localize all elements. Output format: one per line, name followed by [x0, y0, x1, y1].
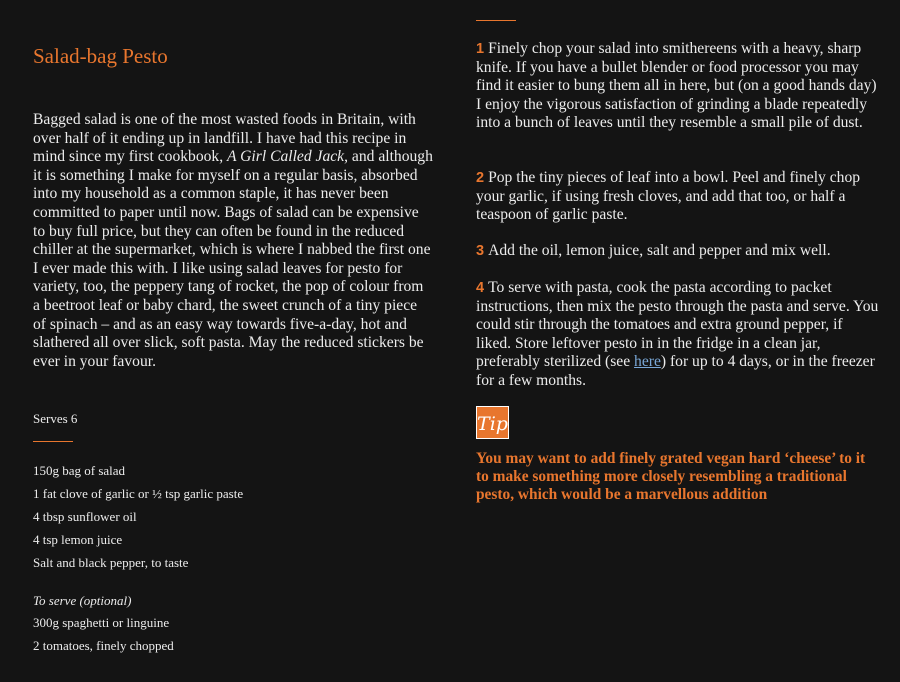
ingredient-item: Salt and black pepper, to taste [33, 555, 189, 570]
recipe-intro [33, 111, 433, 371]
step-number: 4 [476, 280, 485, 296]
ingredient-item: 4 tbsp sunflower oil [33, 509, 137, 524]
step-number: 2 [476, 170, 485, 186]
intro-text-end: , and although it is something I make for myself on a regular basis, absorbed into my household as a common staple, it has never been committed to paper until now. Bags of salad can be expensive to buy full price, but they can often be found in the reduced chiller at the supermarket, which is where I nabbed the first one I ever made this with. I like using salad leaves for pesto for variety, too, the peppery tang of rocket, the pop of colour from a beetroot leaf or baby chard, the sweet crunch of a tiny piece of spinach – and as an easy way towards five-a-day, hot and slathered all over slick, soft pasta. May the reduced stickers be ever in your favour. [33, 148, 433, 370]
step-number: 3 [476, 243, 485, 259]
serve-list [33, 615, 174, 661]
ingredient-item: 4 tsp lemon juice [33, 532, 123, 547]
tip-icon [476, 406, 509, 439]
serve-heading: To serve (optional) [33, 593, 132, 608]
intro-text-start: Bagged salad is one of the most wasted foods in Britain, with over half of it ending up in landfill. I have had this recipe in mind since my first cookbook, [33, 111, 416, 166]
method-divider [476, 20, 516, 21]
step-text-end: ) for up to 4 days, or in the freezer for a few months. [476, 353, 875, 389]
ingredient-list [33, 463, 243, 578]
here-link[interactable]: here [634, 353, 661, 371]
step-number: 1 [476, 41, 485, 57]
method-step-4 [476, 279, 881, 391]
step-text: To serve with pasta, cook the pasta according to packet instructions, then mix the pesto through the pasta and serve. You could stir through the tomatoes and extra ground pepper, if liked. Store leftover pesto in in the fridge in a clean jar, preferably sterilized (see [476, 279, 879, 371]
method-step-1 [476, 40, 881, 133]
serves-divider [33, 441, 73, 442]
step-text: Finely chop your salad into smithereens with a heavy, sharp knife. If you have a bullet blender or food processor you may find it easier to bung them all in here, but (on a good hands day) I enjoy the vigorous satisfaction of grinding a blade repeatedly into a bunch of leaves until they resemble a small pile of dust. [476, 40, 877, 132]
serve-item: 2 tomatoes, finely chopped [33, 638, 174, 653]
method-step-3 [476, 242, 881, 261]
method-step-2 [476, 169, 881, 225]
book-title: A Girl Called Jack [227, 148, 345, 166]
recipe-title: Salad-bag Pesto [33, 44, 168, 68]
serve-item: 300g spaghetti or linguine [33, 615, 170, 630]
serves-count: Serves 6 [33, 411, 78, 426]
step-text: Add the oil, lemon juice, salt and pepper and mix well. [488, 242, 831, 259]
ingredient-item: 1 fat clove of garlic or ½ tsp garlic paste [33, 486, 244, 501]
ingredient-item: 150g bag of salad [33, 463, 126, 478]
tip-badge-text: Tip [477, 413, 508, 435]
step-text: Pop the tiny pieces of leaf into a bowl. Peel and finely chop your garlic, if using fresh cloves, and add that too, or half a teaspoon of garlic paste. [476, 169, 861, 224]
tip-text: You may want to add finely grated vegan hard ‘cheese’ to it to make something more closely resembling a traditional pesto, which would be a marvellous addition [476, 450, 866, 503]
